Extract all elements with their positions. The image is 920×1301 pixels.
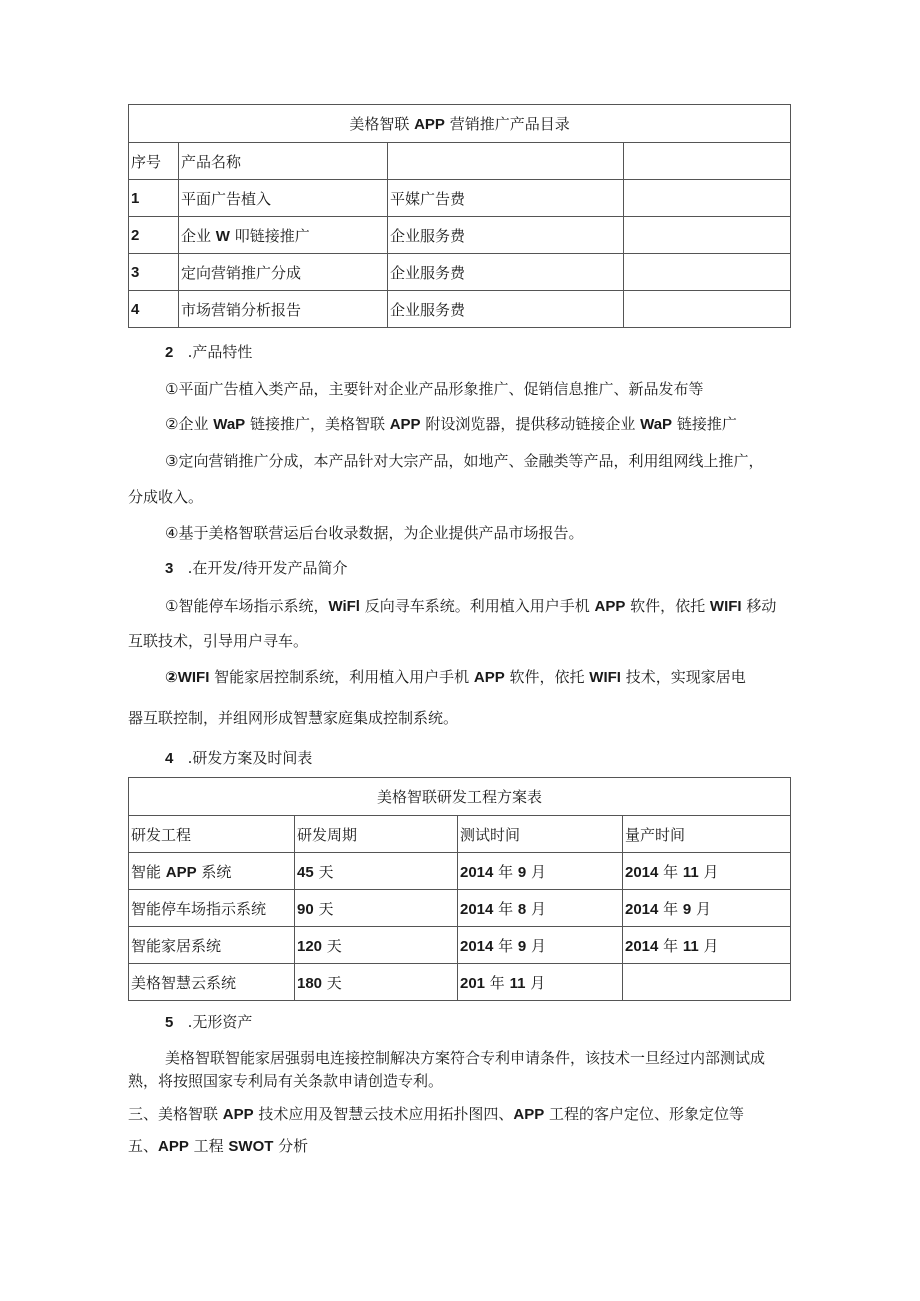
header-cycle: 研发周期: [295, 816, 458, 853]
heading-five: 五、APP 工程 SWOT 分析: [128, 1137, 309, 1155]
cell-project: 美格智慧云系统: [129, 964, 295, 1001]
table-title-row: [129, 778, 791, 816]
cell-cycle: 120 天: [295, 927, 458, 964]
cell-cycle: 45 天: [295, 853, 458, 890]
cell-fee: 平媒广告费: [388, 180, 624, 217]
section-3-heading: 3 .在开发/待开发产品简介: [165, 559, 348, 577]
cell-fee: 企业服务费: [388, 254, 624, 291]
cell-project: 智能 APP 系统: [129, 853, 295, 890]
table-title: 美格智联 APP 营销推广产品目录: [129, 105, 791, 143]
header-name: 产品名称: [179, 143, 388, 180]
table-row: [129, 254, 791, 291]
feature-item-4: ④基于美格智联营运后台收录数据，为企业提供产品市场报告。: [165, 524, 584, 542]
header-test-time: 测试时间: [458, 816, 623, 853]
cell-cycle: 90 天: [295, 890, 458, 927]
cell-project: 智能家居系统: [129, 927, 295, 964]
header-no: 序号: [129, 143, 179, 180]
table-row: [129, 291, 791, 328]
cell-project: 智能停车场指示系统: [129, 890, 295, 927]
cell-test-time: 201 年 11 月: [458, 964, 623, 1001]
cell-name: 市场营销分析报告: [179, 291, 388, 328]
feature-item-3-line1: ③定向营销推广分成，本产品针对大宗产品，如地产、金融类等产品，利用组网线上推广，: [165, 452, 764, 470]
cell-mass-time: 2014 年 11 月: [623, 927, 791, 964]
section-5-para-line1: 美格智联智能家居强弱电连接控制解决方案符合专利申请条件，该技术一旦经过内部测试成: [165, 1049, 766, 1067]
dev-item-2-line1: ②WIFI 智能家居控制系统，利用植入用户手机 APP 软件，依托 WIFI 技术，实现家居电: [165, 668, 746, 686]
cell-fee: 企业服务费: [388, 291, 624, 328]
header-mass-time: 量产时间: [623, 816, 791, 853]
cell-no: 1: [129, 180, 179, 217]
table-title-row: [129, 105, 791, 143]
product-catalog-table: [128, 104, 791, 328]
cell-fee: 企业服务费: [388, 217, 624, 254]
feature-item-3-line2: 分成收入。: [128, 488, 204, 506]
cell-extra: [624, 291, 791, 328]
section-2-heading: 2 .产品特性: [165, 343, 253, 361]
cell-extra: [624, 254, 791, 291]
cell-extra: [624, 180, 791, 217]
cell-extra: [624, 217, 791, 254]
section-5-heading: 5 .无形资产: [165, 1013, 253, 1031]
cell-test-time: 2014 年 9 月: [458, 927, 623, 964]
header-project: 研发工程: [129, 816, 295, 853]
cell-cycle: 180 天: [295, 964, 458, 1001]
table-row: [129, 927, 791, 964]
dev-item-2-line2: 器互联控制，并组网形成智慧家庭集成控制系统。: [128, 709, 459, 727]
cell-no: 2: [129, 217, 179, 254]
section-5-para-line2: 熟，将按照国家专利局有关条款申请创造专利。: [128, 1072, 444, 1090]
rd-schedule-table: [128, 777, 791, 1001]
dev-item-1-line2: 互联技术，引导用户寻车。: [128, 632, 309, 650]
table-row: [129, 964, 791, 1001]
cell-mass-time: 2014 年 9 月: [623, 890, 791, 927]
cell-no: 3: [129, 254, 179, 291]
cell-name: 定向营销推广分成: [179, 254, 388, 291]
header-fee: [388, 143, 624, 180]
cell-test-time: 2014 年 8 月: [458, 890, 623, 927]
table-title: 美格智联研发工程方案表: [129, 778, 791, 816]
cell-mass-time: 2014 年 11 月: [623, 853, 791, 890]
feature-item-2: ②企业 WaP 链接推广，美格智联 APP 附设浏览器，提供移动链接企业 WaP 链接推广: [165, 415, 737, 433]
section-4-heading: 4 .研发方案及时间表: [165, 749, 313, 767]
cell-no: 4: [129, 291, 179, 328]
cell-test-time: 2014 年 9 月: [458, 853, 623, 890]
table-header-row: [129, 143, 791, 180]
table-row: [129, 853, 791, 890]
table-row: [129, 180, 791, 217]
table-row: [129, 217, 791, 254]
cell-name: 企业 W 叩链接推广: [179, 217, 388, 254]
cell-name: 平面广告植入: [179, 180, 388, 217]
dev-item-1-line1: ①智能停车场指示系统，WiFl 反向寻车系统。利用植入用户手机 APP 软件，依托 WIFI 移动: [165, 597, 777, 615]
feature-item-1: ①平面广告植入类产品，主要针对企业产品形象推广、促销信息推广、新品发布等: [165, 380, 704, 398]
table-row: [129, 890, 791, 927]
heading-three-four: 三、美格智联 APP 技术应用及智慧云技术应用拓扑图四、APP 工程的客户定位、形象定位等: [128, 1105, 745, 1123]
table-header-row: [129, 816, 791, 853]
cell-mass-time: [623, 964, 791, 1001]
header-extra: [624, 143, 791, 180]
